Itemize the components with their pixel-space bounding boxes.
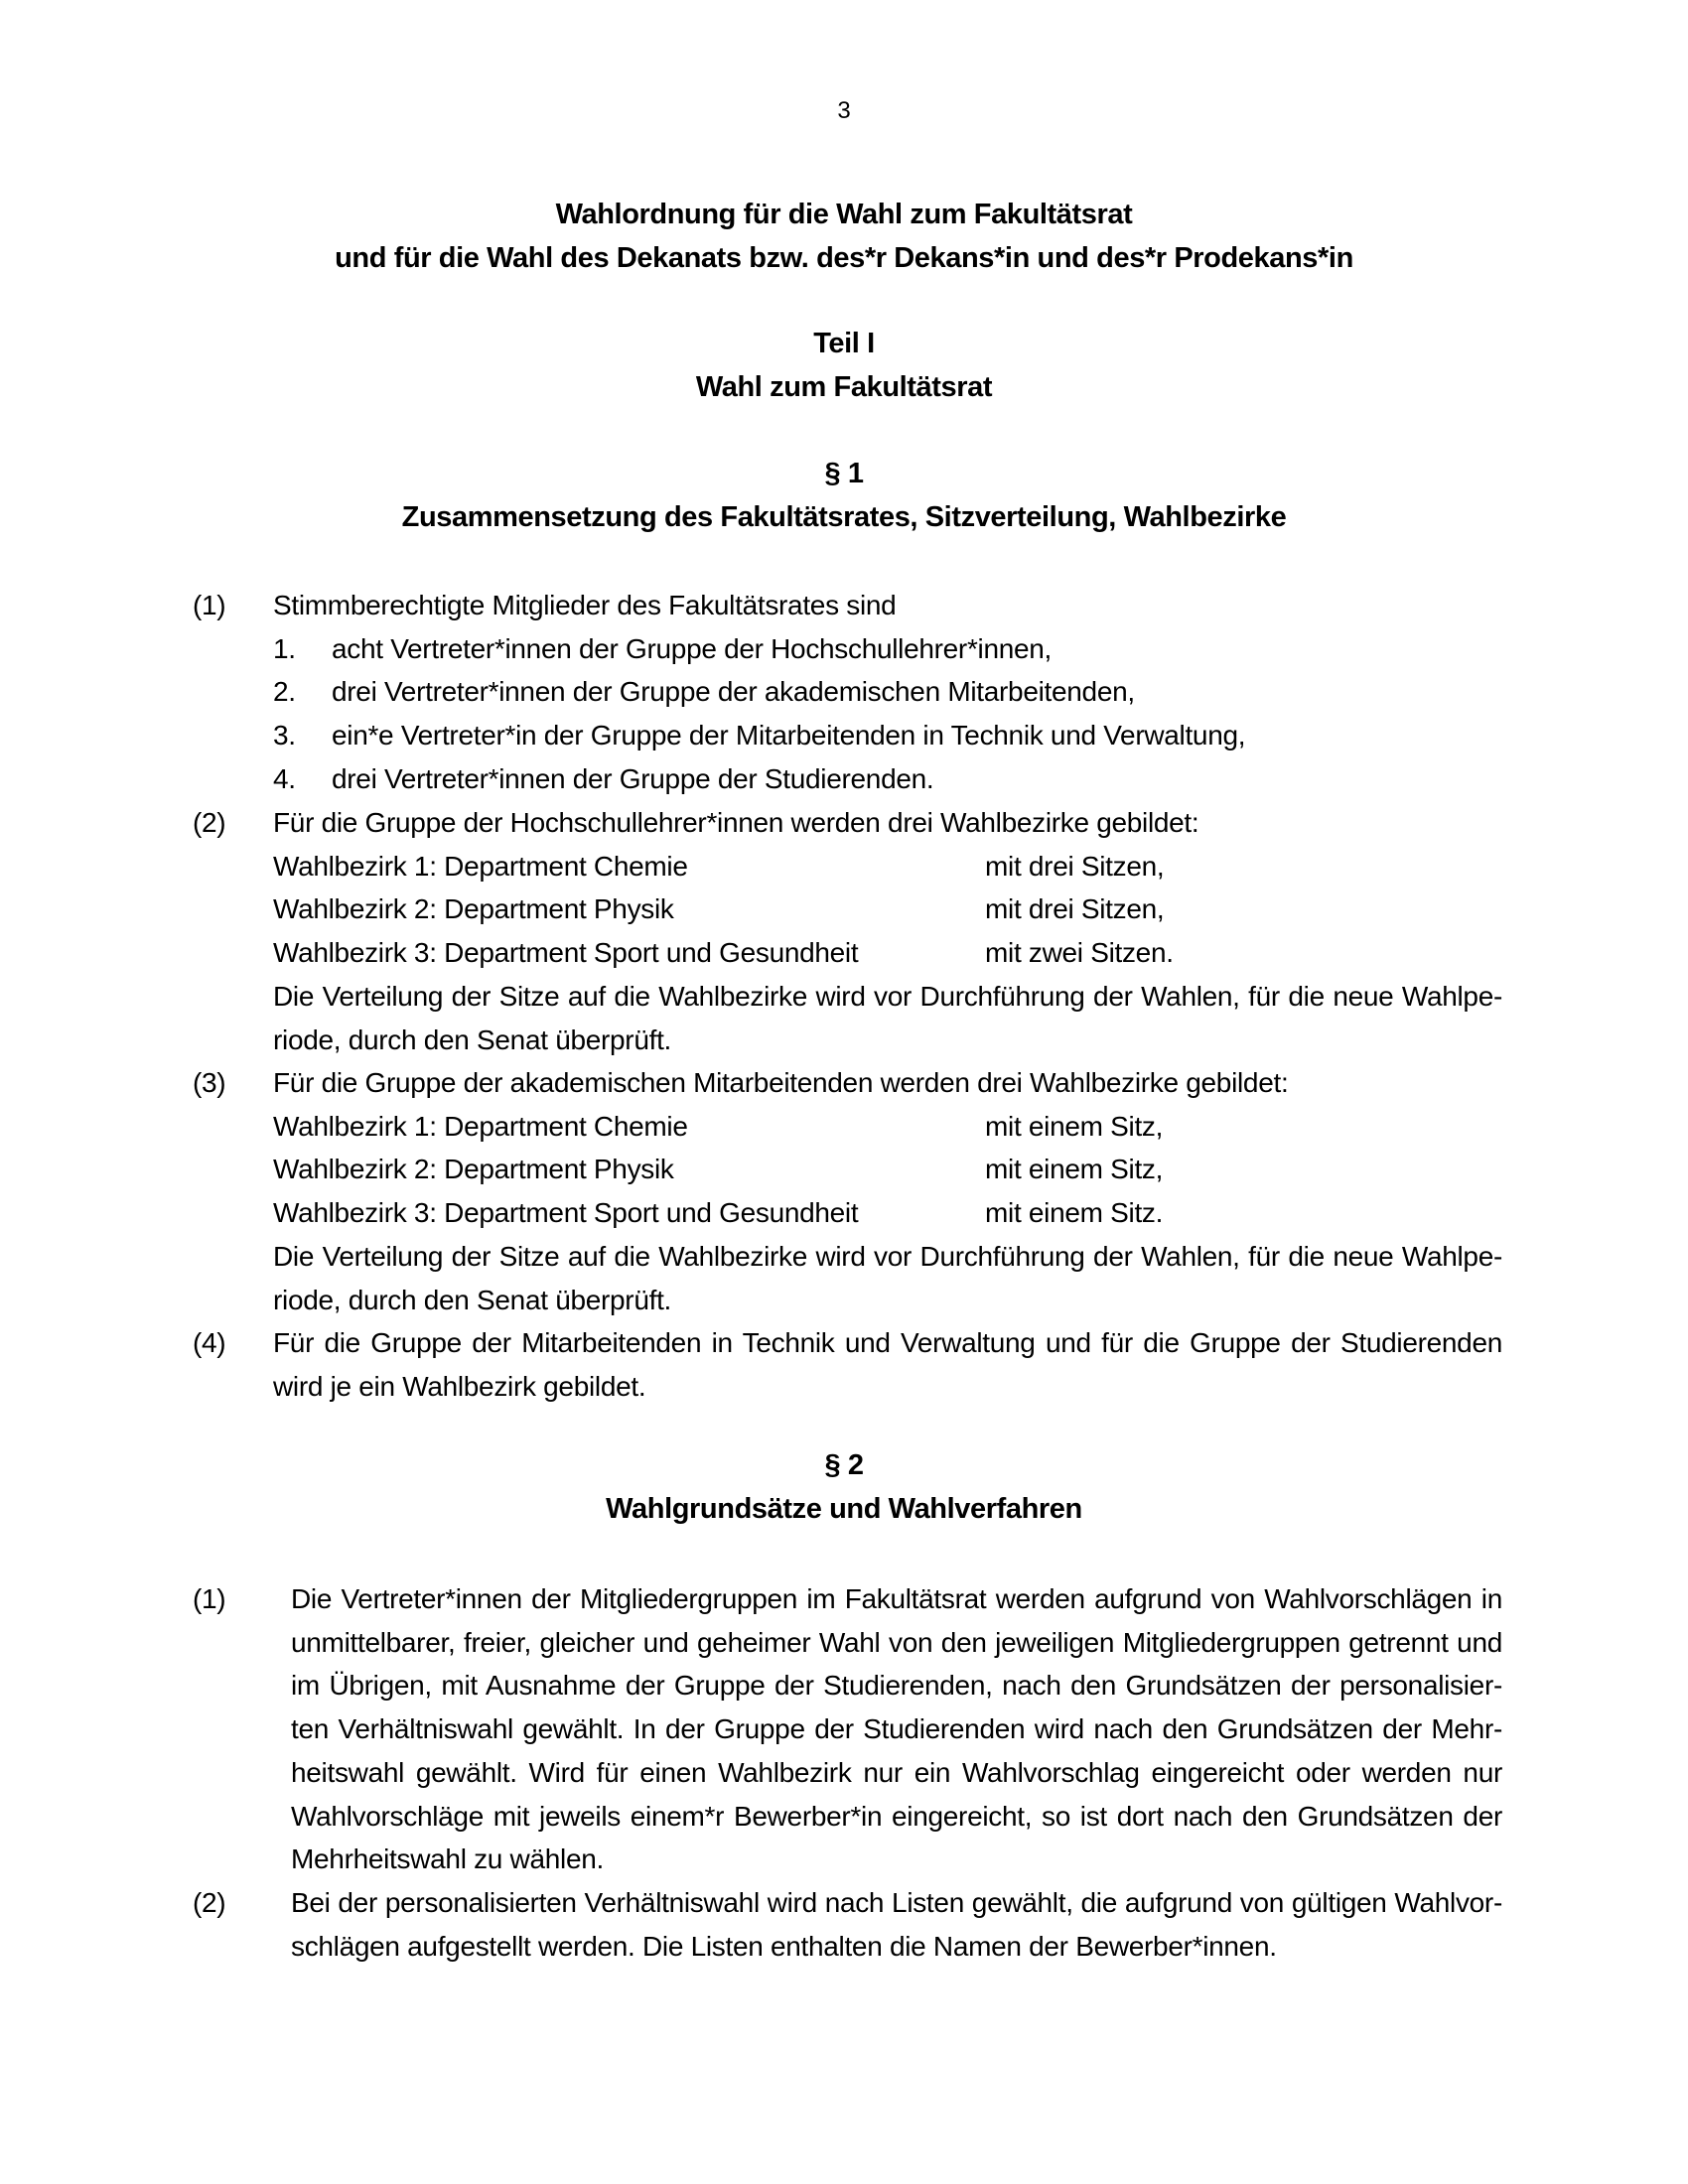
list-item-number: 1.	[273, 632, 296, 664]
section-1-number: § 1	[824, 458, 864, 489]
section-2-paragraph-1	[193, 1577, 1503, 1881]
district-seats: mit einem Sitz,	[985, 1110, 1164, 1142]
district-name: Wahlbezirk 2: Department Physik	[273, 893, 674, 925]
list-item-number: 4.	[273, 762, 296, 794]
list-item	[273, 714, 1502, 757]
list-item	[273, 757, 1502, 801]
list-item-text: drei Vertreter*innen der Gruppe der akademischen Mitarbeitenden,	[332, 676, 1135, 708]
paragraph-note: Die Verteilung der Sitze auf die Wahlbezirke wird vor Durchführung der Wahlen, für die neue Wahlpe-riode, durch den Senat überprüft.	[273, 1240, 1502, 1315]
document-title-line-2: und für die Wahl des Dekanats bzw. des*r Dekans*in und des*r Prodekans*in	[335, 242, 1353, 274]
district-seats: mit drei Sitzen,	[985, 893, 1165, 925]
district-row	[273, 1148, 1502, 1191]
district-seats: mit drei Sitzen,	[985, 850, 1165, 882]
part-label: Teil I	[813, 328, 875, 359]
list-item-text: acht Vertreter*innen der Gruppe der Hochschullehrer*innen,	[332, 632, 1053, 664]
section-2-title: Wahlgrundsätze und Wahlverfahren	[606, 1493, 1082, 1525]
paragraph-text: Bei der personalisierten Verhältniswahl wird nach Listen gewählt, die aufgrund von gültigen Wahlvor-schlägen aufgestellt werden. Die Listen enthalten die Namen der Bewerber*innen.	[291, 1887, 1502, 1962]
section-1-paragraph-2	[193, 801, 1503, 1061]
list-item	[273, 627, 1502, 671]
paragraph-number: (2)	[193, 1887, 226, 1918]
district-name: Wahlbezirk 2: Department Physik	[273, 1154, 674, 1185]
list-item	[273, 670, 1502, 714]
section-1-paragraph-1	[193, 584, 1503, 801]
district-row	[273, 1191, 1502, 1235]
district-row	[273, 887, 1502, 931]
district-row	[273, 845, 1502, 888]
section-1-paragraph-4	[193, 1321, 1503, 1408]
list-item-text: ein*e Vertreter*in der Gruppe der Mitarbeitenden in Technik und Verwaltung,	[332, 720, 1246, 751]
list-item-number: 2.	[273, 676, 296, 708]
paragraph-number: (3)	[193, 1067, 226, 1098]
part-heading	[0, 322, 1688, 409]
document-title	[0, 193, 1688, 280]
paragraph-intro: Für die Gruppe der Hochschullehrer*innen werden drei Wahlbezirke gebildet:	[273, 807, 1199, 838]
section-1-heading	[0, 452, 1688, 539]
paragraph-number: (2)	[193, 807, 226, 838]
section-1-title: Zusammensetzung des Fakultätsrates, Sitzverteilung, Wahlbezirke	[401, 501, 1287, 533]
district-name: Wahlbezirk 1: Department Chemie	[273, 850, 688, 882]
section-2-number: § 2	[824, 1449, 864, 1481]
district-row	[273, 1105, 1502, 1149]
paragraph-number: (1)	[193, 590, 226, 620]
section-2-heading	[0, 1443, 1688, 1531]
paragraph-intro: Für die Gruppe der akademischen Mitarbeitenden werden drei Wahlbezirke gebildet:	[273, 1067, 1289, 1098]
list-item-text: drei Vertreter*innen der Gruppe der Studierenden.	[332, 762, 934, 794]
section-2-paragraph-2	[193, 1881, 1503, 1968]
list-item-number: 3.	[273, 720, 296, 751]
paragraph-text: Für die Gruppe der Mitarbeitenden in Technik und Verwaltung und für die Gruppe der Studierenden wird je ein Wahlbezirk gebildet.	[273, 1327, 1502, 1402]
paragraph-note: Die Verteilung der Sitze auf die Wahlbezirke wird vor Durchführung der Wahlen, für die neue Wahlpe-riode, durch den Senat überprüft.	[273, 980, 1502, 1055]
district-seats: mit einem Sitz,	[985, 1154, 1164, 1185]
paragraph-text: Die Vertreter*innen der Mitgliedergruppen im Fakultätsrat werden aufgrund von Wahlvorschlägen in unmittelbarer, freier, gleicher und geheimer Wahl von den jeweiligen Mitgliedergruppen getrennt und im Übrigen, mit Ausnahme der Gruppe der Studierenden, nach den Grundsätzen der personalisier-ten Verhältniswahl gewählt. In der Gruppe der Studierenden wird nach den Grundsätzen der Mehr-heitswahl gewählt. Wird für einen Wahlbezirk nur ein Wahlvorschlag eingereicht oder werden nur Wahlvorschläge mit jeweils einem*r Bewerber*in eingereicht, so ist dort nach den Grundsätzen der Mehrheitswahl zu wählen.	[291, 1583, 1502, 1875]
paragraph-intro: Stimmberechtigte Mitglieder des Fakultätsrates sind	[273, 590, 897, 620]
paragraph-number: (4)	[193, 1327, 226, 1358]
page-number: 3	[837, 97, 851, 124]
district-seats: mit zwei Sitzen.	[985, 937, 1174, 969]
document-title-line-1: Wahlordnung für die Wahl zum Fakultätsrat	[555, 199, 1133, 230]
part-title: Wahl zum Fakultätsrat	[695, 371, 993, 403]
section-1-paragraph-3	[193, 1061, 1503, 1321]
district-row	[273, 931, 1502, 975]
district-seats: mit einem Sitz.	[985, 1197, 1164, 1229]
paragraph-number: (1)	[193, 1583, 226, 1614]
district-name: Wahlbezirk 1: Department Chemie	[273, 1110, 688, 1142]
district-name: Wahlbezirk 3: Department Sport und Gesundheit	[273, 937, 859, 969]
district-name: Wahlbezirk 3: Department Sport und Gesundheit	[273, 1197, 859, 1229]
